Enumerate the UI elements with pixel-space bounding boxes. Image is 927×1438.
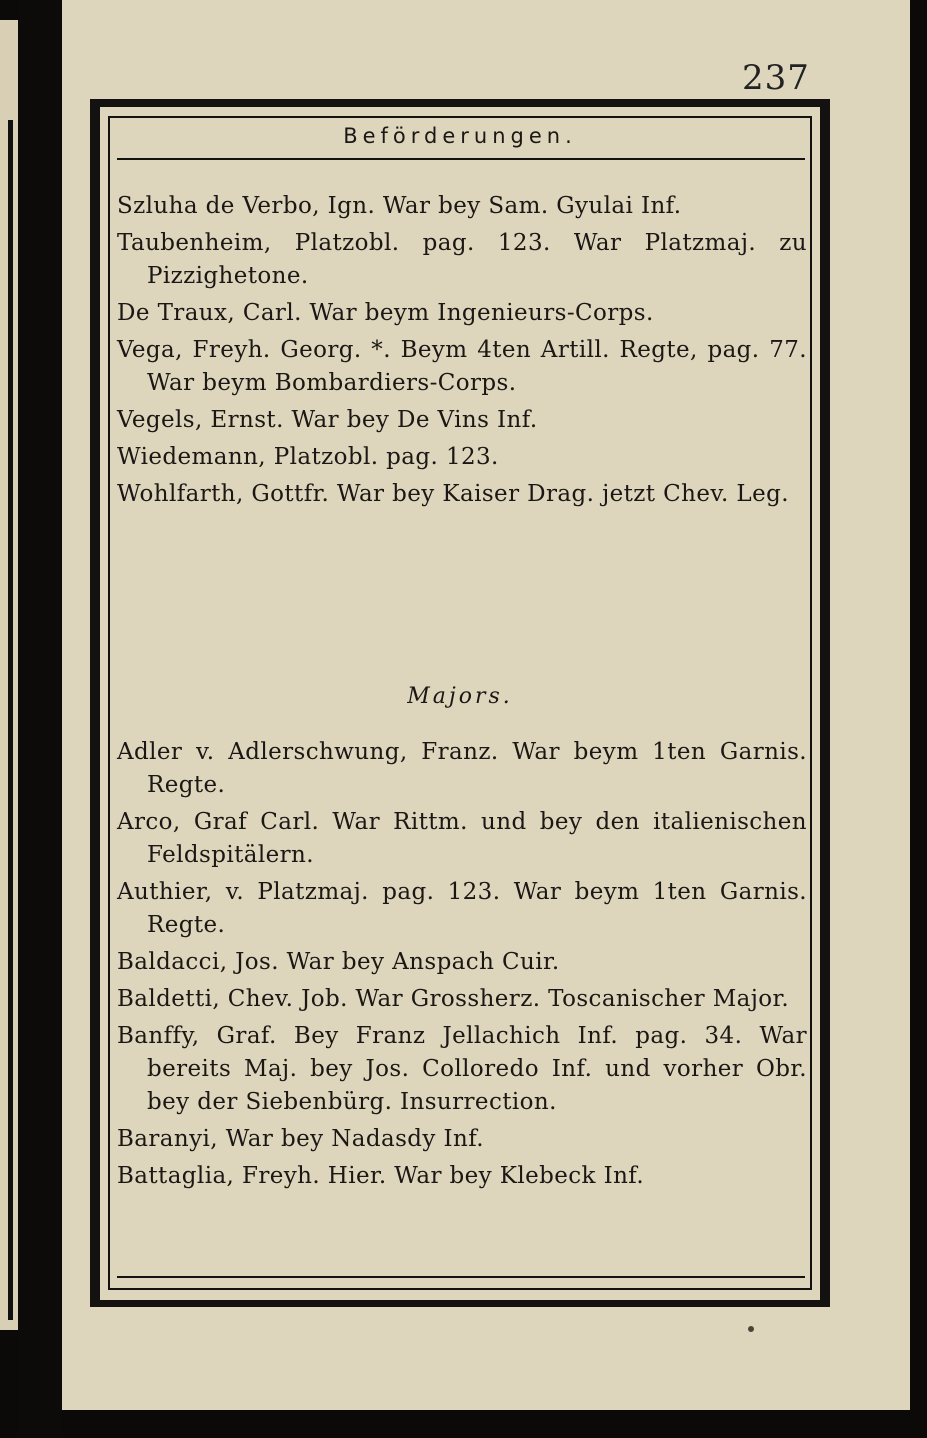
ink-speck <box>748 1326 754 1332</box>
list-entry: Szluha de Verbo, Ign. War bey Sam. Gyulai Inf. <box>117 193 682 219</box>
list-entry: Vegels, Ernst. War bey De Vins Inf. <box>117 407 538 433</box>
list-entry: Wohlfarth, Gottfr. War bey Kaiser Drag. jetzt Chev. Leg. <box>117 481 789 507</box>
promotions-list <box>117 190 807 515</box>
header-rule <box>117 158 805 160</box>
running-header: Beförderungen. <box>343 124 577 148</box>
list-entry: De Traux, Carl. War beym Ingenieurs-Corps. <box>117 300 654 326</box>
list-entry: Baldacci, Jos. War bey Anspach Cuir. <box>117 949 560 975</box>
list-entry: Adler v. Adlerschwung, Franz. War beym 1ten Garnis. Regte. <box>117 739 807 798</box>
page-number: 237 <box>742 58 810 98</box>
list-entry: Arco, Graf Carl. War Rittm. und bey den italienischen Feldspitälern. <box>117 809 807 868</box>
list-entry: Taubenheim, Platzobl. pag. 123. War Platzmaj. zu Pizzighetone. <box>117 230 807 289</box>
list-entry: Baldetti, Chev. Job. War Grossherz. Toscanischer Major. <box>117 986 790 1012</box>
list-entry: Battaglia, Freyh. Hier. War bey Klebeck Inf. <box>117 1163 645 1189</box>
list-entry: Banffy, Graf. Bey Franz Jellachich Inf. pag. 34. War bereits Maj. bey Jos. Colloredo Inf. und vorher Obr. bey der Siebenbürg. Insurrection. <box>117 1023 807 1115</box>
book-spine-gutter <box>18 0 62 1438</box>
footer-rule <box>117 1276 805 1278</box>
facing-page-border-rule <box>8 120 13 1320</box>
list-entry: Authier, v. Platzmaj. pag. 123. War beym 1ten Garnis. Regte. <box>117 879 807 938</box>
majors-list <box>117 736 807 1197</box>
list-entry: Vega, Freyh. Georg. *. Beym 4ten Artill. Regte, pag. 77. War beym Bombardiers-Corps. <box>117 337 807 396</box>
list-entry: Baranyi, War bey Nadasdy Inf. <box>117 1126 485 1152</box>
list-entry: Wiedemann, Platzobl. pag. 123. <box>117 444 499 470</box>
section-heading-majors: Majors. <box>407 684 513 709</box>
